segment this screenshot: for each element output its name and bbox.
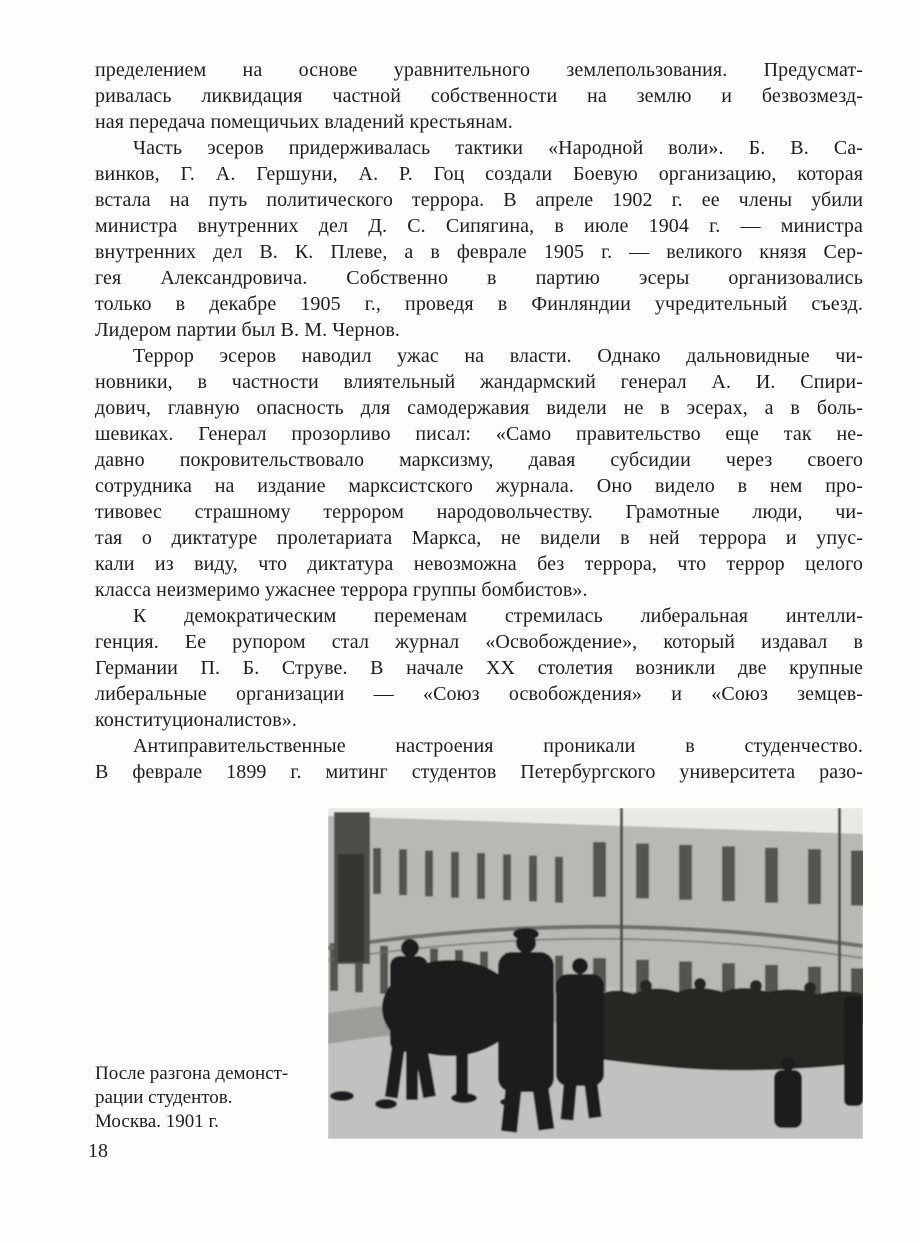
photo-crowd-head: [640, 980, 652, 992]
text-line: конституционалистов».: [95, 709, 297, 731]
caption-line: Москва. 1901 г.: [95, 1111, 219, 1132]
photo-figure-head: [516, 933, 536, 953]
text-line: кали из виду, что диктатура невозможна без террора, что террор целого: [95, 553, 863, 575]
photo-window: [477, 853, 485, 899]
photo-small-figure-body: [774, 1070, 802, 1128]
text-line: новники, в частности влиятельный жандармский генерал А. И. Спири-: [95, 371, 863, 393]
photo-chimney-shadow: [338, 854, 364, 962]
photo-debris: [500, 1098, 520, 1106]
text-line: встала на путь политического террора. В апреле 1902 г. ее члены убили: [95, 189, 863, 211]
photo-small-figure-head: [781, 1057, 795, 1071]
text-line: шевиках. Генерал прозорливо писал: «Само правительство еще так не-: [95, 423, 863, 445]
photo-window: [636, 843, 649, 898]
photo-figure-body: [498, 952, 554, 1092]
photo-window: [399, 849, 407, 895]
photo-horse-leg: [456, 1043, 468, 1101]
photo-window: [529, 856, 537, 902]
photo-debris: [375, 1099, 397, 1109]
photo-window: [808, 849, 821, 904]
photo-crowd-head: [804, 982, 816, 994]
text-line: винков, Г. А. Гершуни, А. Р. Гоц создали Боевую организацию, которая: [95, 163, 863, 185]
text-line: тая о диктатуре пролетариата Маркса, не видели в ней террора и упус-: [95, 527, 863, 549]
photo-window: [722, 846, 735, 901]
text-line: Лидером партии был В. М. Чернов.: [95, 319, 400, 341]
text-line: ная передача помещичьих владений крестьянам.: [95, 111, 513, 133]
photo-window: [373, 848, 381, 894]
photo-figure-head: [401, 939, 419, 957]
photo-caption: [95, 1062, 335, 1134]
photo-lamp-pole: [620, 808, 623, 993]
photo-edge-figure: [844, 996, 863, 1106]
text-line: пределением на основе уравнительного землепользования. Предусмат-: [95, 59, 863, 81]
photo-window: [555, 857, 563, 903]
photo-crowd-head: [694, 978, 706, 990]
photo-figure-body: [556, 974, 604, 1086]
text-line: либеральные организации — «Союз освобождения» и «Союз земцев-: [95, 683, 863, 705]
photo-debris: [451, 1093, 477, 1103]
photo-crowd-head: [750, 980, 762, 992]
text-line: ривалась ликвидация частной собственности на землю и безвозмезд-: [95, 85, 863, 107]
text-line: Часть эсеров придерживалась тактики «Народной воли». Б. В. Са-: [133, 137, 863, 159]
text-line: Германии П. Б. Струве. В начале XX столетия возникли две крупные: [95, 657, 863, 679]
caption-line: После разгона демонст-: [95, 1063, 289, 1084]
text-line: класса неизмеримо ужаснее террора группы бомбистов».: [95, 579, 588, 601]
photo-window: [503, 854, 511, 900]
photo-illustration: [328, 808, 863, 1139]
page-number: 18: [88, 1140, 108, 1162]
text-line: Антиправительственные настроения проникали в студенчество.: [133, 735, 863, 757]
text-line: внутренних дел В. К. Плеве, а в феврале 1905 г. — великого князя Сер-: [95, 241, 863, 263]
text-line: дович, главную опасность для самодержавия видели не в эсерах, а в боль-: [95, 397, 863, 419]
text-line: гея Александровича. Собственно в партию эсеры организовались: [95, 267, 863, 289]
photo-figure-head: [572, 958, 588, 974]
photo-window: [425, 851, 433, 897]
photo-lamp-pole: [838, 808, 841, 998]
text-line: Террор эсеров наводил ужас на власти. Однако дальновидные чи-: [133, 345, 863, 367]
photo-window: [451, 852, 459, 898]
text-line: давно покровительствовало марксизму, давая субсидии через своего: [95, 449, 863, 471]
caption-line: рации студентов.: [95, 1087, 233, 1108]
photo-window: [593, 842, 606, 897]
photo-figure-body: [390, 956, 428, 1052]
text-line: генция. Ее рупором стал журнал «Освобождение», который издавал в: [95, 631, 863, 653]
photo-window: [851, 851, 863, 906]
photo-window: [765, 848, 778, 903]
text-line: тивовес страшному террором народовольчеству. Грамотные люди, чи-: [95, 501, 863, 523]
text-line: министра внутренних дел Д. С. Сипягина, в июле 1904 г. — министра: [95, 215, 863, 237]
text-line: К демократическим переменам стремилась либеральная интелли-: [133, 605, 863, 627]
photo-demonstration: [328, 808, 863, 1139]
text-line: сотрудника на издание марксистского журнала. Оно видело в нем про-: [95, 475, 863, 497]
photo-window: [679, 845, 692, 900]
text-line: В феврале 1899 г. митинг студентов Петербургского университета разо-: [95, 761, 863, 783]
text-line: только в декабре 1905 г., проведя в Финляндии учредительный съезд.: [95, 293, 863, 315]
body-text: [95, 57, 863, 785]
